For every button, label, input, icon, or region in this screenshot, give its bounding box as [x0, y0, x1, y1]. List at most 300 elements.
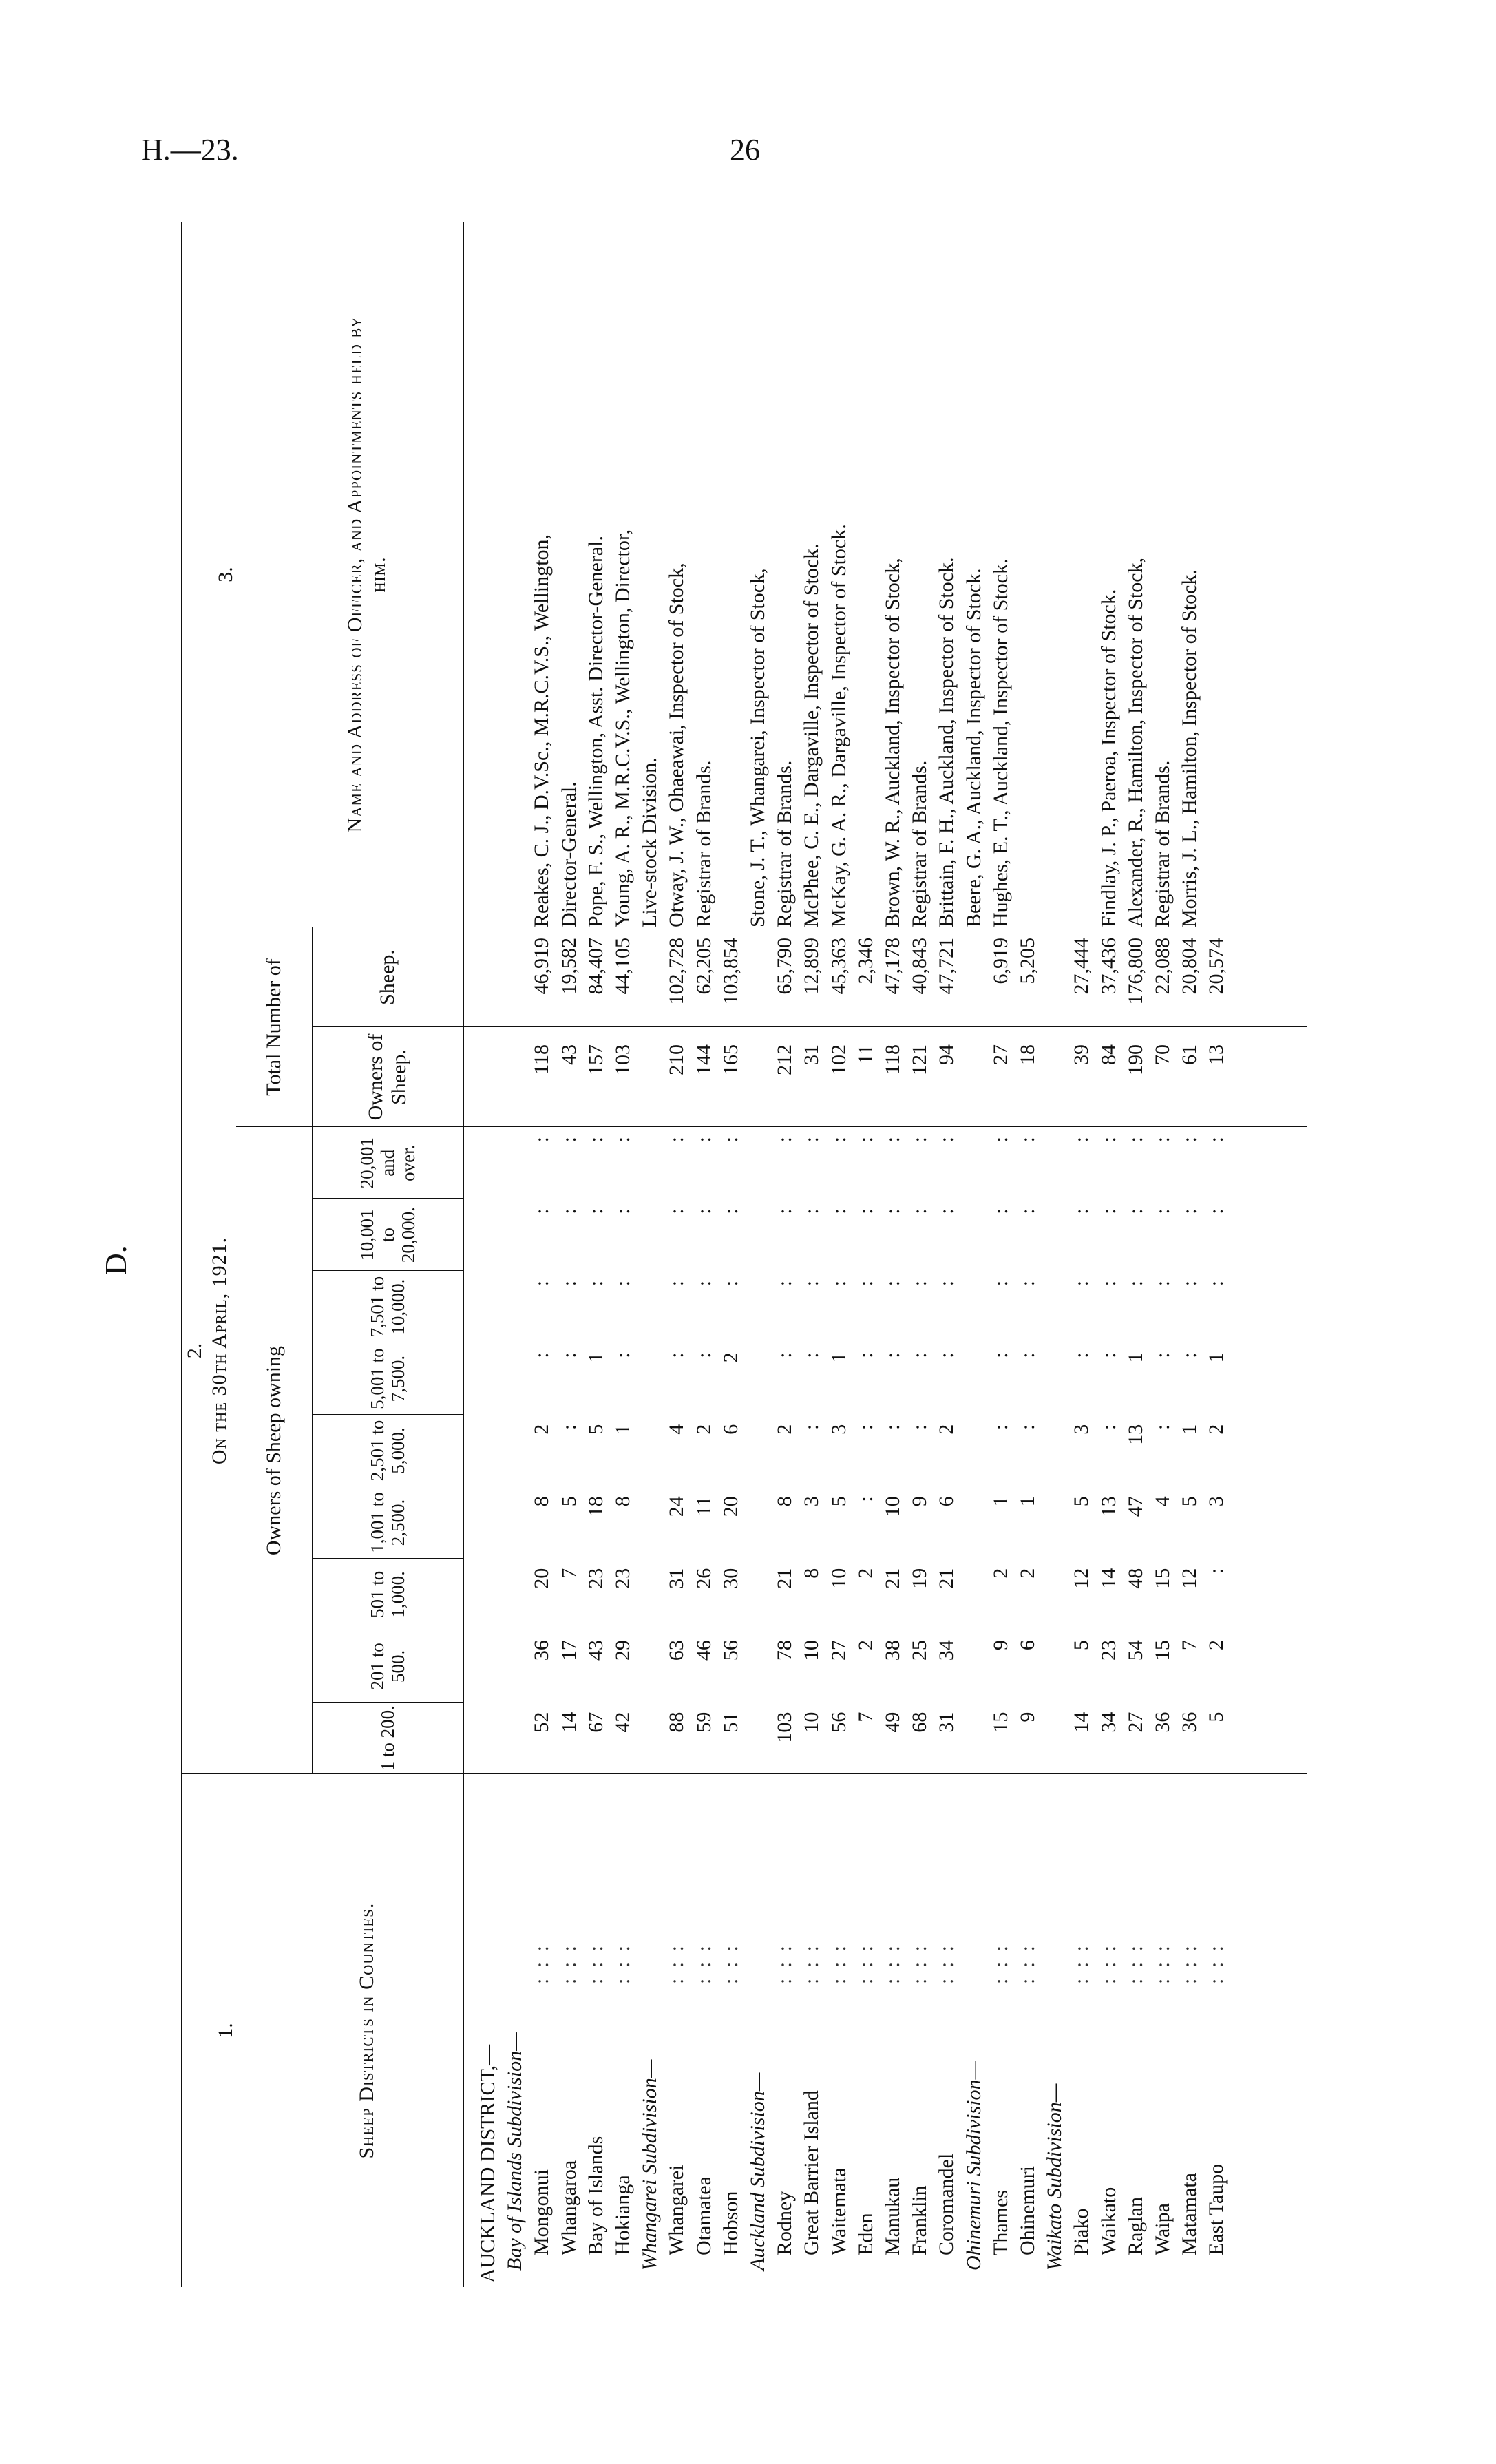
sheep-count: 27,444	[1070, 938, 1093, 995]
range-count: :	[530, 1352, 554, 1358]
range-count: 5	[584, 1424, 607, 1435]
col2-header: On the 30th April, 1921.	[208, 1236, 231, 1465]
range-count: 9	[908, 1496, 931, 1507]
range-count: 20	[530, 1568, 554, 1589]
range-count: 11	[692, 1496, 715, 1517]
officer-entry: McPhee, C. E., Dargaville, Inspector of Stock.	[800, 543, 823, 927]
table-row	[1177, 222, 1202, 2287]
owners-count: 94	[935, 1044, 958, 1065]
range-count: 8	[773, 1496, 797, 1507]
sheep-returns-table	[99, 222, 1310, 2287]
officer-entry: Registrar of Brands.	[908, 760, 931, 927]
range-count: 67	[584, 1712, 607, 1733]
range-count: 2	[935, 1424, 958, 1435]
range-count: :	[1070, 1280, 1093, 1287]
leader-dots: : : :	[1151, 1942, 1174, 1984]
range-count: :	[827, 1280, 850, 1287]
sheep-count: 46,919	[530, 938, 554, 995]
range-count: 34	[935, 1640, 958, 1661]
range-count: :	[908, 1352, 931, 1358]
table-row	[719, 222, 744, 2287]
range-count: 18	[584, 1496, 607, 1517]
owners-count: 118	[881, 1044, 904, 1075]
range-count: :	[611, 1208, 634, 1214]
range-count: :	[800, 1208, 823, 1214]
range-count: :	[854, 1352, 877, 1358]
range-count: 3	[1070, 1424, 1093, 1435]
range-count: :	[665, 1280, 688, 1287]
range-count: :	[1070, 1352, 1093, 1358]
range-count: 6	[1016, 1640, 1039, 1651]
range-count: 1	[611, 1424, 634, 1435]
range-count: :	[1178, 1280, 1201, 1287]
table-row	[962, 222, 987, 2287]
range-count: 12	[1178, 1568, 1201, 1589]
range-count: 1	[827, 1352, 850, 1363]
range-count: :	[800, 1424, 823, 1431]
owners-count: 103	[611, 1044, 634, 1075]
col3-header: Name and Address of Officer, and Appointments held by him.	[344, 316, 390, 833]
table-row	[1204, 222, 1229, 2287]
range-count: :	[800, 1352, 823, 1358]
range-count: :	[1097, 1352, 1120, 1358]
county-name: Rodney	[773, 2191, 797, 2255]
range-count: 14	[1097, 1568, 1120, 1589]
owners-count: 212	[773, 1044, 797, 1075]
owners-count: 157	[584, 1044, 607, 1075]
range-count: :	[665, 1352, 688, 1358]
officer-entry: Brittain, F. H., Auckland, Inspector of Stock.	[935, 557, 958, 927]
range-count: :	[1151, 1352, 1174, 1358]
range-header: 5,001 to 7,500.	[366, 1348, 408, 1409]
range-count: :	[1097, 1424, 1120, 1431]
table-row	[1150, 222, 1175, 2287]
table-row	[692, 222, 717, 2287]
range-count: :	[692, 1208, 715, 1214]
officer-entry: Beere, G. A., Auckland, Inspector of Stock.	[962, 568, 985, 927]
range-count: :	[935, 1352, 958, 1358]
county-name: Hobson	[719, 2191, 742, 2255]
leader-dots: : : :	[665, 1942, 688, 1984]
table-row	[746, 222, 770, 2287]
county-name: Waipa	[1151, 2203, 1174, 2255]
range-count: 68	[908, 1712, 931, 1733]
sheep-count: 47,721	[935, 938, 958, 995]
range-count: :	[1205, 1137, 1228, 1143]
owners-count: 144	[692, 1044, 715, 1075]
owners-count: 11	[854, 1044, 877, 1064]
range-count: :	[1205, 1568, 1228, 1575]
range-count: 34	[1097, 1712, 1120, 1733]
leader-dots: : : :	[827, 1942, 850, 1984]
range-count: 15	[1151, 1568, 1174, 1589]
range-count: :	[1016, 1208, 1039, 1214]
range-count: 43	[584, 1640, 607, 1661]
owners-count: 121	[908, 1044, 931, 1075]
range-count: 23	[611, 1568, 634, 1589]
range-count: :	[1178, 1352, 1201, 1358]
range-count: :	[908, 1208, 931, 1214]
range-count: :	[881, 1208, 904, 1214]
range-count: 7	[1178, 1640, 1201, 1651]
range-count: :	[827, 1208, 850, 1214]
range-count: 36	[530, 1640, 554, 1661]
owners-count: 27	[989, 1044, 1012, 1065]
range-count: :	[1205, 1208, 1228, 1214]
leader-dots: : : :	[989, 1942, 1012, 1984]
col2-number: 2.	[183, 1342, 207, 1359]
range-count: :	[935, 1208, 958, 1214]
col1-number: 1.	[214, 2023, 238, 2039]
range-count: :	[719, 1137, 742, 1143]
officer-entry: Reakes, C. J., D.V.Sc., M.R.C.V.S., Wellington,	[530, 534, 554, 927]
range-count: :	[692, 1280, 715, 1287]
officer-entry: Otway, J. W., Ohaeawai, Inspector of Stock,	[665, 562, 688, 927]
range-count: :	[719, 1280, 742, 1287]
county-name: Mongonui	[530, 2169, 554, 2255]
range-count: 2	[854, 1568, 877, 1579]
range-count: 5	[1070, 1496, 1093, 1507]
range-count: 88	[665, 1712, 688, 1733]
range-count: :	[908, 1424, 931, 1431]
range-count: 31	[665, 1568, 688, 1589]
officer-entry: Morris, J. L., Hamilton, Inspector of Stock.	[1178, 569, 1201, 927]
range-count: 21	[935, 1568, 958, 1589]
range-count: :	[908, 1137, 931, 1143]
range-count: :	[1070, 1137, 1093, 1143]
table-row	[476, 222, 501, 2287]
range-count: :	[773, 1280, 797, 1287]
table-row	[557, 222, 582, 2287]
table-row	[1069, 222, 1094, 2287]
section-letter: D.	[99, 1245, 133, 1275]
range-count: 5	[1070, 1640, 1093, 1651]
range-count: :	[557, 1137, 580, 1143]
range-header: 10,001 to 20,000.	[356, 1207, 419, 1263]
sheep-count: 103,854	[719, 938, 742, 1005]
range-count: :	[989, 1352, 1012, 1358]
officer-entry: Registrar of Brands.	[1151, 760, 1174, 927]
range-count: 54	[1124, 1640, 1147, 1661]
table-row	[827, 222, 852, 2287]
range-count: :	[827, 1137, 850, 1143]
range-count: :	[800, 1280, 823, 1287]
document-code: H.—23.	[141, 133, 239, 167]
col1-header: Sheep Districts in Counties.	[355, 1902, 379, 2159]
range-count: 5	[1205, 1712, 1228, 1723]
range-count: 21	[773, 1568, 797, 1589]
range-count: 1	[1124, 1352, 1147, 1363]
owners-count: 102	[827, 1044, 850, 1075]
district-name: AUCKLAND DISTRICT,—	[476, 2044, 499, 2283]
county-name: Ohinemuri	[1016, 2166, 1039, 2255]
officer-entry: Pope, F. S., Wellington, Asst. Director-General.	[584, 536, 607, 927]
range-count: 56	[827, 1712, 850, 1733]
county-name: Coromandel	[935, 2153, 958, 2255]
range-count: 7	[854, 1712, 877, 1723]
range-count: :	[773, 1352, 797, 1358]
table-row	[1042, 222, 1067, 2287]
range-count: 6	[719, 1424, 742, 1435]
officer-entry: Registrar of Brands.	[773, 760, 797, 927]
range-count: :	[1151, 1424, 1174, 1431]
leader-dots: : : :	[719, 1942, 742, 1984]
range-count: 2	[530, 1424, 554, 1435]
leader-dots: : : :	[1124, 1942, 1147, 1984]
table-row	[529, 222, 554, 2287]
leader-dots: : : :	[1097, 1942, 1120, 1984]
range-count: 5	[1178, 1496, 1201, 1507]
sheep-count: 47,178	[881, 938, 904, 995]
range-header: 1,001 to 2,500.	[366, 1492, 408, 1553]
range-header: 501 to 1,000.	[366, 1570, 408, 1619]
officer-entry: Alexander, R., Hamilton, Inspector of Stock,	[1124, 557, 1147, 927]
table-row	[772, 222, 797, 2287]
sheep-count: 12,899	[800, 938, 823, 995]
range-count: 1	[1178, 1424, 1201, 1435]
range-count: 51	[719, 1712, 742, 1733]
range-count: 2	[773, 1424, 797, 1435]
range-count: 2	[854, 1640, 877, 1651]
leader-dots: : : :	[800, 1942, 823, 1984]
range-count: :	[1151, 1280, 1174, 1287]
owners-count: 210	[665, 1044, 688, 1075]
leader-dots: : : :	[881, 1942, 904, 1984]
range-count: :	[665, 1208, 688, 1214]
range-count: 52	[530, 1712, 554, 1733]
range-count: 8	[800, 1568, 823, 1579]
owners-count: 190	[1124, 1044, 1147, 1075]
sheep-count: 40,843	[908, 938, 931, 995]
range-count: 7	[557, 1568, 580, 1579]
range-count: :	[800, 1137, 823, 1143]
county-name: Waikato	[1097, 2187, 1120, 2255]
leader-dots: : : :	[1178, 1942, 1201, 1984]
range-count: :	[773, 1208, 797, 1214]
total-group-header: Total Number of	[262, 958, 286, 1096]
owners-count: 31	[800, 1044, 823, 1065]
range-count: 3	[827, 1424, 850, 1435]
range-count: :	[854, 1137, 877, 1143]
range-count: 9	[989, 1640, 1012, 1651]
range-count: :	[1016, 1280, 1039, 1287]
leader-dots: : : :	[908, 1942, 931, 1984]
range-count: 2	[692, 1424, 715, 1435]
range-count: 5	[827, 1496, 850, 1507]
range-count: :	[773, 1137, 797, 1143]
range-count: 47	[1124, 1496, 1147, 1517]
county-name: Thames	[989, 2190, 1012, 2255]
range-header: 2,501 to 5,000.	[366, 1420, 408, 1482]
subdivision-name: Whangarei Subdivision—	[638, 2059, 662, 2271]
range-count: :	[665, 1137, 688, 1143]
owners-count: 39	[1070, 1044, 1093, 1065]
range-count: 21	[881, 1568, 904, 1589]
leader-dots: : : :	[773, 1942, 797, 1984]
range-count: :	[530, 1137, 554, 1143]
sheep-count: 84,407	[584, 938, 607, 995]
range-count: :	[854, 1424, 877, 1431]
owners-count: 43	[557, 1044, 580, 1065]
leader-dots: : : :	[584, 1942, 607, 1984]
range-count: 27	[827, 1640, 850, 1661]
table-row	[664, 222, 689, 2287]
range-count: 2	[989, 1568, 1012, 1579]
sheep-count: 22,088	[1151, 938, 1174, 995]
table-row	[611, 222, 635, 2287]
range-count: :	[584, 1137, 607, 1143]
leader-dots: : : :	[692, 1942, 715, 1984]
county-name: Great Barrier Island	[800, 2090, 823, 2255]
range-count: 13	[1097, 1496, 1120, 1517]
range-header: 20,001 and over.	[356, 1137, 419, 1189]
range-header: 1 to 200.	[377, 1705, 398, 1771]
sheep-header: Sheep.	[376, 949, 399, 1005]
range-count: :	[989, 1424, 1012, 1431]
sheep-count: 62,205	[692, 938, 715, 995]
table-row	[584, 222, 609, 2287]
range-count: :	[854, 1208, 877, 1214]
range-count: :	[1097, 1208, 1120, 1214]
range-count: 42	[611, 1712, 634, 1733]
range-count: :	[989, 1280, 1012, 1287]
range-count: :	[881, 1424, 904, 1431]
range-count: 56	[719, 1640, 742, 1661]
range-count: :	[935, 1137, 958, 1143]
range-count: 13	[1124, 1424, 1147, 1445]
sheep-count: 5,205	[1016, 938, 1039, 984]
range-count: :	[611, 1352, 634, 1358]
county-name: Whangarei	[665, 2165, 688, 2255]
officer-entry: Stone, J. T., Whangarei, Inspector of Stock,	[746, 568, 769, 927]
range-count: 4	[1151, 1496, 1174, 1507]
range-count: 46	[692, 1640, 715, 1661]
range-count: :	[881, 1352, 904, 1358]
owners-count: 118	[530, 1044, 554, 1075]
sheep-count: 44,105	[611, 938, 634, 995]
range-count: 3	[800, 1496, 823, 1507]
sheep-count: 37,436	[1097, 938, 1120, 995]
leader-dots: : : :	[1016, 1942, 1039, 1984]
officer-entry: Hughes, E. T., Auckland, Inspector of Stock.	[989, 558, 1012, 927]
range-count: 14	[557, 1712, 580, 1733]
range-count: 48	[1124, 1568, 1147, 1589]
county-name: Piako	[1070, 2208, 1093, 2255]
sheep-count: 20,804	[1178, 938, 1201, 995]
sheep-count: 19,582	[557, 938, 580, 995]
range-count: 2	[719, 1352, 742, 1363]
sheep-count: 176,800	[1124, 938, 1147, 1005]
subdivision-name: Ohinemuri Subdivision—	[962, 2061, 985, 2271]
range-count: :	[692, 1137, 715, 1143]
range-count: 31	[935, 1712, 958, 1733]
range-count: 10	[881, 1496, 904, 1517]
range-count: :	[989, 1208, 1012, 1214]
range-count: 3	[1205, 1496, 1228, 1507]
range-count: 20	[719, 1496, 742, 1517]
range-count: 6	[935, 1496, 958, 1507]
owners-count: 61	[1178, 1044, 1201, 1065]
range-count: 15	[989, 1712, 1012, 1733]
range-count: :	[1016, 1352, 1039, 1358]
range-count: 25	[908, 1640, 931, 1661]
range-count: 36	[1178, 1712, 1201, 1733]
range-count: 30	[719, 1568, 742, 1589]
range-count: :	[935, 1280, 958, 1287]
subdivision-name: Bay of Islands Subdivision—	[503, 2032, 527, 2271]
range-count: :	[692, 1352, 715, 1358]
county-name: Waitemata	[827, 2167, 850, 2255]
page-number: 26	[730, 133, 760, 167]
table-row	[799, 222, 824, 2287]
range-count: :	[557, 1352, 580, 1358]
range-count: :	[989, 1137, 1012, 1143]
range-count: 26	[692, 1568, 715, 1589]
officer-entry: Director-General.	[557, 781, 580, 927]
range-count: :	[584, 1208, 607, 1214]
range-count: 24	[665, 1496, 688, 1517]
county-name: Eden	[854, 2213, 877, 2255]
county-name: Whangaroa	[557, 2160, 580, 2255]
sheep-count: 6,919	[989, 938, 1012, 984]
range-count: 38	[881, 1640, 904, 1661]
range-count: :	[557, 1280, 580, 1287]
county-name: Raglan	[1124, 2197, 1147, 2255]
range-count: 78	[773, 1640, 797, 1661]
range-count: :	[1016, 1424, 1039, 1431]
range-count: 8	[530, 1496, 554, 1507]
range-count: 2	[1016, 1568, 1039, 1579]
subdivision-name: Auckland Subdivision—	[746, 2072, 769, 2271]
range-count: 4	[665, 1424, 688, 1435]
range-count: :	[719, 1208, 742, 1214]
range-count: 19	[908, 1568, 931, 1589]
owners-count: 84	[1097, 1044, 1120, 1065]
range-count: :	[881, 1280, 904, 1287]
sheep-count: 20,574	[1205, 938, 1228, 995]
sheep-count: 45,363	[827, 938, 850, 995]
table-row	[854, 222, 878, 2287]
range-count: :	[1124, 1280, 1147, 1287]
range-count: :	[1070, 1208, 1093, 1214]
range-count: :	[1205, 1280, 1228, 1287]
range-count: :	[1178, 1137, 1201, 1143]
officer-entry: McKay, G. A. R., Dargaville, Inspector of Stock.	[827, 524, 850, 927]
range-count: 5	[557, 1496, 580, 1507]
owners-count: 18	[1016, 1044, 1039, 1065]
county-name: Franklin	[908, 2185, 931, 2255]
range-count: 1	[989, 1496, 1012, 1507]
range-count: 10	[800, 1640, 823, 1661]
range-count: :	[908, 1280, 931, 1287]
officer-entry: Findlay, J. P., Paeroa, Inspector of Stock.	[1097, 589, 1120, 927]
range-count: 1	[1205, 1352, 1228, 1363]
range-count: :	[881, 1137, 904, 1143]
range-count: 10	[827, 1568, 850, 1589]
range-count: :	[1178, 1208, 1201, 1214]
table-row	[907, 222, 932, 2287]
owners-group-header: Owners of Sheep owning	[262, 1345, 286, 1556]
range-count: 14	[1070, 1712, 1093, 1733]
county-name: East Taupo	[1205, 2163, 1228, 2255]
table-row	[1015, 222, 1040, 2287]
range-count: :	[530, 1208, 554, 1214]
owners-count: 70	[1151, 1044, 1174, 1065]
officer-entry: Brown, W. R., Auckland, Inspector of Stock,	[881, 558, 904, 927]
range-count: 29	[611, 1640, 634, 1661]
sheep-count: 2,346	[854, 938, 877, 984]
table-row	[934, 222, 959, 2287]
